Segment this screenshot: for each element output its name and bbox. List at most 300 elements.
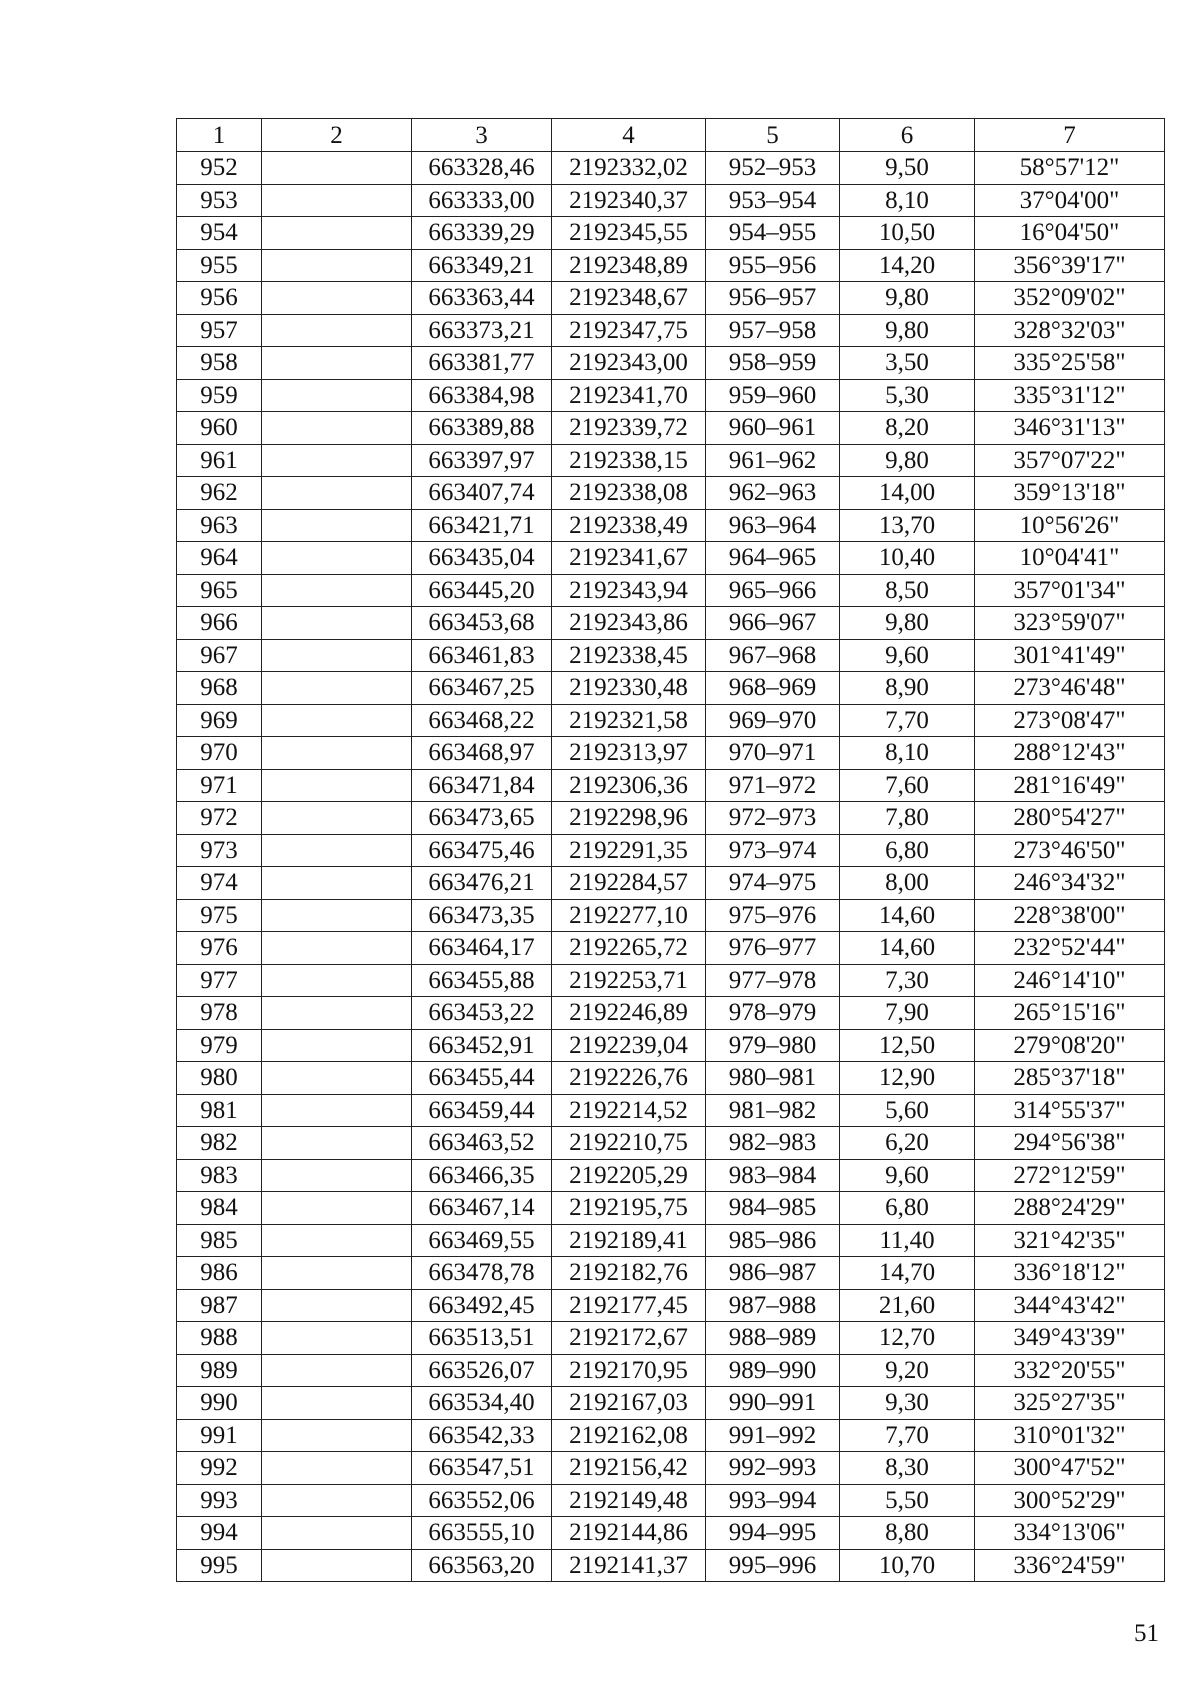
length-value: 8,80	[840, 1517, 975, 1550]
column-header-1: 1	[177, 119, 262, 152]
point-number: 981	[177, 1094, 262, 1127]
y-coordinate: 2192239,04	[552, 1029, 706, 1062]
bearing-angle: 335°31'12"	[975, 379, 1165, 412]
table-row	[177, 1322, 1165, 1355]
y-coordinate: 2192210,75	[552, 1127, 706, 1160]
point-number: 990	[177, 1387, 262, 1420]
point-number: 964	[177, 542, 262, 575]
point-number: 983	[177, 1159, 262, 1192]
bearing-angle: 232°52'44"	[975, 932, 1165, 965]
table-row	[177, 444, 1165, 477]
length-value: 9,80	[840, 607, 975, 640]
x-coordinate: 663397,97	[412, 444, 552, 477]
point-number: 958	[177, 347, 262, 380]
table-row	[177, 509, 1165, 542]
table-row	[177, 1094, 1165, 1127]
column-2-cell	[262, 1452, 412, 1485]
point-number: 961	[177, 444, 262, 477]
bearing-angle: 314°55'37"	[975, 1094, 1165, 1127]
length-value: 14,20	[840, 249, 975, 282]
segment-label: 983–984	[706, 1159, 840, 1192]
column-2-cell	[262, 769, 412, 802]
bearing-angle: 310°01'32"	[975, 1419, 1165, 1452]
segment-label: 978–979	[706, 997, 840, 1030]
y-coordinate: 2192341,67	[552, 542, 706, 575]
segment-label: 953–954	[706, 184, 840, 217]
length-value: 9,80	[840, 282, 975, 315]
bearing-angle: 279°08'20"	[975, 1029, 1165, 1062]
bearing-angle: 58°57'12"	[975, 152, 1165, 185]
point-number: 982	[177, 1127, 262, 1160]
point-number: 984	[177, 1192, 262, 1225]
segment-label: 988–989	[706, 1322, 840, 1355]
y-coordinate: 2192195,75	[552, 1192, 706, 1225]
column-header-7: 7	[975, 119, 1165, 152]
y-coordinate: 2192253,71	[552, 964, 706, 997]
x-coordinate: 663526,07	[412, 1354, 552, 1387]
point-number: 992	[177, 1452, 262, 1485]
table-row	[177, 1452, 1165, 1485]
point-number: 965	[177, 574, 262, 607]
table-row	[177, 1062, 1165, 1095]
length-value: 8,10	[840, 184, 975, 217]
y-coordinate: 2192338,49	[552, 509, 706, 542]
y-coordinate: 2192338,15	[552, 444, 706, 477]
column-2-cell	[262, 1127, 412, 1160]
y-coordinate: 2192177,45	[552, 1289, 706, 1322]
column-header-2: 2	[262, 119, 412, 152]
segment-label: 979–980	[706, 1029, 840, 1062]
point-number: 985	[177, 1224, 262, 1257]
point-number: 953	[177, 184, 262, 217]
table-row	[177, 152, 1165, 185]
length-value: 6,80	[840, 1192, 975, 1225]
column-2-cell	[262, 477, 412, 510]
column-2-cell	[262, 737, 412, 770]
table-row	[177, 737, 1165, 770]
bearing-angle: 273°08'47"	[975, 704, 1165, 737]
segment-label: 964–965	[706, 542, 840, 575]
header-row	[177, 119, 1165, 152]
segment-label: 985–986	[706, 1224, 840, 1257]
point-number: 991	[177, 1419, 262, 1452]
column-header-4: 4	[552, 119, 706, 152]
x-coordinate: 663534,40	[412, 1387, 552, 1420]
x-coordinate: 663468,22	[412, 704, 552, 737]
x-coordinate: 663384,98	[412, 379, 552, 412]
table-row	[177, 932, 1165, 965]
column-2-cell	[262, 672, 412, 705]
point-number: 980	[177, 1062, 262, 1095]
y-coordinate: 2192338,08	[552, 477, 706, 510]
y-coordinate: 2192149,48	[552, 1484, 706, 1517]
point-number: 959	[177, 379, 262, 412]
length-value: 9,60	[840, 639, 975, 672]
point-number: 956	[177, 282, 262, 315]
column-2-cell	[262, 412, 412, 445]
bearing-angle: 288°24'29"	[975, 1192, 1165, 1225]
table-row	[177, 1549, 1165, 1582]
bearing-angle: 272°12'59"	[975, 1159, 1165, 1192]
x-coordinate: 663552,06	[412, 1484, 552, 1517]
x-coordinate: 663547,51	[412, 1452, 552, 1485]
column-2-cell	[262, 639, 412, 672]
length-value: 7,30	[840, 964, 975, 997]
point-number: 960	[177, 412, 262, 445]
table-row	[177, 607, 1165, 640]
bearing-angle: 323°59'07"	[975, 607, 1165, 640]
y-coordinate: 2192345,55	[552, 217, 706, 250]
bearing-angle: 10°56'26"	[975, 509, 1165, 542]
bearing-angle: 301°41'49"	[975, 639, 1165, 672]
segment-label: 970–971	[706, 737, 840, 770]
column-2-cell	[262, 1517, 412, 1550]
segment-label: 965–966	[706, 574, 840, 607]
point-number: 967	[177, 639, 262, 672]
x-coordinate: 663333,00	[412, 184, 552, 217]
column-2-cell	[262, 1094, 412, 1127]
length-value: 6,20	[840, 1127, 975, 1160]
table-row	[177, 412, 1165, 445]
y-coordinate: 2192277,10	[552, 899, 706, 932]
segment-label: 987–988	[706, 1289, 840, 1322]
table-row	[177, 672, 1165, 705]
length-value: 6,80	[840, 834, 975, 867]
y-coordinate: 2192332,02	[552, 152, 706, 185]
point-number: 954	[177, 217, 262, 250]
column-2-cell	[262, 1029, 412, 1062]
segment-label: 952–953	[706, 152, 840, 185]
y-coordinate: 2192298,96	[552, 802, 706, 835]
length-value: 11,40	[840, 1224, 975, 1257]
segment-label: 958–959	[706, 347, 840, 380]
length-value: 5,60	[840, 1094, 975, 1127]
bearing-angle: 325°27'35"	[975, 1387, 1165, 1420]
column-2-cell	[262, 607, 412, 640]
segment-label: 954–955	[706, 217, 840, 250]
length-value: 5,30	[840, 379, 975, 412]
y-coordinate: 2192339,72	[552, 412, 706, 445]
column-2-cell	[262, 574, 412, 607]
y-coordinate: 2192348,67	[552, 282, 706, 315]
y-coordinate: 2192340,37	[552, 184, 706, 217]
length-value: 9,20	[840, 1354, 975, 1387]
x-coordinate: 663435,04	[412, 542, 552, 575]
column-2-cell	[262, 1192, 412, 1225]
bearing-angle: 300°47'52"	[975, 1452, 1165, 1485]
segment-label: 989–990	[706, 1354, 840, 1387]
bearing-angle: 346°31'13"	[975, 412, 1165, 445]
bearing-angle: 281°16'49"	[975, 769, 1165, 802]
length-value: 9,80	[840, 444, 975, 477]
column-2-cell	[262, 1224, 412, 1257]
y-coordinate: 2192172,67	[552, 1322, 706, 1355]
x-coordinate: 663453,68	[412, 607, 552, 640]
segment-label: 984–985	[706, 1192, 840, 1225]
segment-label: 994–995	[706, 1517, 840, 1550]
segment-label: 975–976	[706, 899, 840, 932]
length-value: 8,00	[840, 867, 975, 900]
segment-label: 968–969	[706, 672, 840, 705]
bearing-angle: 352°09'02"	[975, 282, 1165, 315]
segment-label: 961–962	[706, 444, 840, 477]
length-value: 9,50	[840, 152, 975, 185]
x-coordinate: 663389,88	[412, 412, 552, 445]
x-coordinate: 663328,46	[412, 152, 552, 185]
column-2-cell	[262, 444, 412, 477]
x-coordinate: 663421,71	[412, 509, 552, 542]
column-2-cell	[262, 1549, 412, 1582]
table-row	[177, 997, 1165, 1030]
column-2-cell	[262, 217, 412, 250]
bearing-angle: 228°38'00"	[975, 899, 1165, 932]
x-coordinate: 663339,29	[412, 217, 552, 250]
y-coordinate: 2192343,00	[552, 347, 706, 380]
segment-label: 955–956	[706, 249, 840, 282]
length-value: 13,70	[840, 509, 975, 542]
x-coordinate: 663349,21	[412, 249, 552, 282]
y-coordinate: 2192343,86	[552, 607, 706, 640]
y-coordinate: 2192182,76	[552, 1257, 706, 1290]
x-coordinate: 663513,51	[412, 1322, 552, 1355]
y-coordinate: 2192170,95	[552, 1354, 706, 1387]
segment-label: 995–996	[706, 1549, 840, 1582]
length-value: 14,00	[840, 477, 975, 510]
table-row	[177, 964, 1165, 997]
length-value: 7,90	[840, 997, 975, 1030]
table-row	[177, 1192, 1165, 1225]
segment-label: 973–974	[706, 834, 840, 867]
x-coordinate: 663407,74	[412, 477, 552, 510]
segment-label: 962–963	[706, 477, 840, 510]
bearing-angle: 37°04'00"	[975, 184, 1165, 217]
y-coordinate: 2192205,29	[552, 1159, 706, 1192]
column-header-6: 6	[840, 119, 975, 152]
x-coordinate: 663473,35	[412, 899, 552, 932]
segment-label: 991–992	[706, 1419, 840, 1452]
point-number: 989	[177, 1354, 262, 1387]
coordinates-table	[176, 118, 1165, 1582]
x-coordinate: 663563,20	[412, 1549, 552, 1582]
x-coordinate: 663463,52	[412, 1127, 552, 1160]
y-coordinate: 2192347,75	[552, 314, 706, 347]
x-coordinate: 663455,44	[412, 1062, 552, 1095]
column-2-cell	[262, 1419, 412, 1452]
length-value: 12,90	[840, 1062, 975, 1095]
bearing-angle: 321°42'35"	[975, 1224, 1165, 1257]
x-coordinate: 663467,14	[412, 1192, 552, 1225]
y-coordinate: 2192330,48	[552, 672, 706, 705]
bearing-angle: 357°01'34"	[975, 574, 1165, 607]
bearing-angle: 246°14'10"	[975, 964, 1165, 997]
point-number: 962	[177, 477, 262, 510]
column-2-cell	[262, 282, 412, 315]
length-value: 8,50	[840, 574, 975, 607]
page-number: 51	[1134, 1620, 1159, 1647]
bearing-angle: 332°20'55"	[975, 1354, 1165, 1387]
y-coordinate: 2192189,41	[552, 1224, 706, 1257]
bearing-angle: 273°46'50"	[975, 834, 1165, 867]
segment-label: 990–991	[706, 1387, 840, 1420]
y-coordinate: 2192338,45	[552, 639, 706, 672]
table-row	[177, 769, 1165, 802]
length-value: 10,70	[840, 1549, 975, 1582]
point-number: 975	[177, 899, 262, 932]
table-row	[177, 639, 1165, 672]
x-coordinate: 663381,77	[412, 347, 552, 380]
segment-label: 977–978	[706, 964, 840, 997]
table-row	[177, 542, 1165, 575]
point-number: 988	[177, 1322, 262, 1355]
y-coordinate: 2192313,97	[552, 737, 706, 770]
column-2-cell	[262, 834, 412, 867]
length-value: 5,50	[840, 1484, 975, 1517]
column-2-cell	[262, 1257, 412, 1290]
segment-label: 982–983	[706, 1127, 840, 1160]
y-coordinate: 2192284,57	[552, 867, 706, 900]
length-value: 12,70	[840, 1322, 975, 1355]
length-value: 12,50	[840, 1029, 975, 1062]
point-number: 979	[177, 1029, 262, 1062]
column-2-cell	[262, 1387, 412, 1420]
x-coordinate: 663555,10	[412, 1517, 552, 1550]
table-row	[177, 1159, 1165, 1192]
bearing-angle: 265°15'16"	[975, 997, 1165, 1030]
bearing-angle: 285°37'18"	[975, 1062, 1165, 1095]
bearing-angle: 359°13'18"	[975, 477, 1165, 510]
length-value: 9,80	[840, 314, 975, 347]
y-coordinate: 2192348,89	[552, 249, 706, 282]
point-number: 977	[177, 964, 262, 997]
table-body	[177, 152, 1165, 1582]
point-number: 952	[177, 152, 262, 185]
table-row	[177, 347, 1165, 380]
segment-label: 963–964	[706, 509, 840, 542]
bearing-angle: 294°56'38"	[975, 1127, 1165, 1160]
table-row	[177, 834, 1165, 867]
table-row	[177, 1224, 1165, 1257]
table-row	[177, 184, 1165, 217]
x-coordinate: 663542,33	[412, 1419, 552, 1452]
y-coordinate: 2192291,35	[552, 834, 706, 867]
bearing-angle: 328°32'03"	[975, 314, 1165, 347]
point-number: 978	[177, 997, 262, 1030]
segment-label: 972–973	[706, 802, 840, 835]
column-2-cell	[262, 152, 412, 185]
point-number: 995	[177, 1549, 262, 1582]
point-number: 971	[177, 769, 262, 802]
x-coordinate: 663466,35	[412, 1159, 552, 1192]
length-value: 8,30	[840, 1452, 975, 1485]
point-number: 969	[177, 704, 262, 737]
column-header-3: 3	[412, 119, 552, 152]
table-header	[177, 119, 1165, 152]
column-2-cell	[262, 899, 412, 932]
column-2-cell	[262, 1354, 412, 1387]
table-row	[177, 249, 1165, 282]
x-coordinate: 663363,44	[412, 282, 552, 315]
bearing-angle: 357°07'22"	[975, 444, 1165, 477]
segment-label: 971–972	[706, 769, 840, 802]
bearing-angle: 10°04'41"	[975, 542, 1165, 575]
segment-label: 967–968	[706, 639, 840, 672]
x-coordinate: 663473,65	[412, 802, 552, 835]
table-row	[177, 1354, 1165, 1387]
point-number: 970	[177, 737, 262, 770]
table-row	[177, 477, 1165, 510]
segment-label: 974–975	[706, 867, 840, 900]
point-number: 973	[177, 834, 262, 867]
bearing-angle: 334°13'06"	[975, 1517, 1165, 1550]
column-2-cell	[262, 1062, 412, 1095]
x-coordinate: 663468,97	[412, 737, 552, 770]
x-coordinate: 663475,46	[412, 834, 552, 867]
point-number: 986	[177, 1257, 262, 1290]
column-2-cell	[262, 509, 412, 542]
column-2-cell	[262, 1289, 412, 1322]
bearing-angle: 349°43'39"	[975, 1322, 1165, 1355]
length-value: 9,30	[840, 1387, 975, 1420]
length-value: 7,70	[840, 1419, 975, 1452]
table-row	[177, 1387, 1165, 1420]
column-2-cell	[262, 964, 412, 997]
x-coordinate: 663478,78	[412, 1257, 552, 1290]
length-value: 8,20	[840, 412, 975, 445]
table-row	[177, 1517, 1165, 1550]
length-value: 14,70	[840, 1257, 975, 1290]
y-coordinate: 2192214,52	[552, 1094, 706, 1127]
y-coordinate: 2192156,42	[552, 1452, 706, 1485]
x-coordinate: 663461,83	[412, 639, 552, 672]
column-2-cell	[262, 249, 412, 282]
x-coordinate: 663469,55	[412, 1224, 552, 1257]
x-coordinate: 663455,88	[412, 964, 552, 997]
segment-label: 992–993	[706, 1452, 840, 1485]
table-row	[177, 314, 1165, 347]
x-coordinate: 663464,17	[412, 932, 552, 965]
point-number: 972	[177, 802, 262, 835]
point-number: 994	[177, 1517, 262, 1550]
x-coordinate: 663373,21	[412, 314, 552, 347]
table-row	[177, 1029, 1165, 1062]
length-value: 3,50	[840, 347, 975, 380]
point-number: 955	[177, 249, 262, 282]
x-coordinate: 663467,25	[412, 672, 552, 705]
bearing-angle: 300°52'29"	[975, 1484, 1165, 1517]
length-value: 14,60	[840, 932, 975, 965]
column-2-cell	[262, 1159, 412, 1192]
table-row	[177, 1484, 1165, 1517]
segment-label: 959–960	[706, 379, 840, 412]
point-number: 993	[177, 1484, 262, 1517]
bearing-angle: 273°46'48"	[975, 672, 1165, 705]
table-row	[177, 802, 1165, 835]
bearing-angle: 336°24'59"	[975, 1549, 1165, 1582]
length-value: 10,40	[840, 542, 975, 575]
length-value: 14,60	[840, 899, 975, 932]
column-2-cell	[262, 184, 412, 217]
segment-label: 980–981	[706, 1062, 840, 1095]
column-2-cell	[262, 1322, 412, 1355]
segment-label: 969–970	[706, 704, 840, 737]
bearing-angle: 344°43'42"	[975, 1289, 1165, 1322]
bearing-angle: 280°54'27"	[975, 802, 1165, 835]
table-row	[177, 899, 1165, 932]
column-2-cell	[262, 1484, 412, 1517]
bearing-angle: 336°18'12"	[975, 1257, 1165, 1290]
bearing-angle: 246°34'32"	[975, 867, 1165, 900]
column-2-cell	[262, 542, 412, 575]
